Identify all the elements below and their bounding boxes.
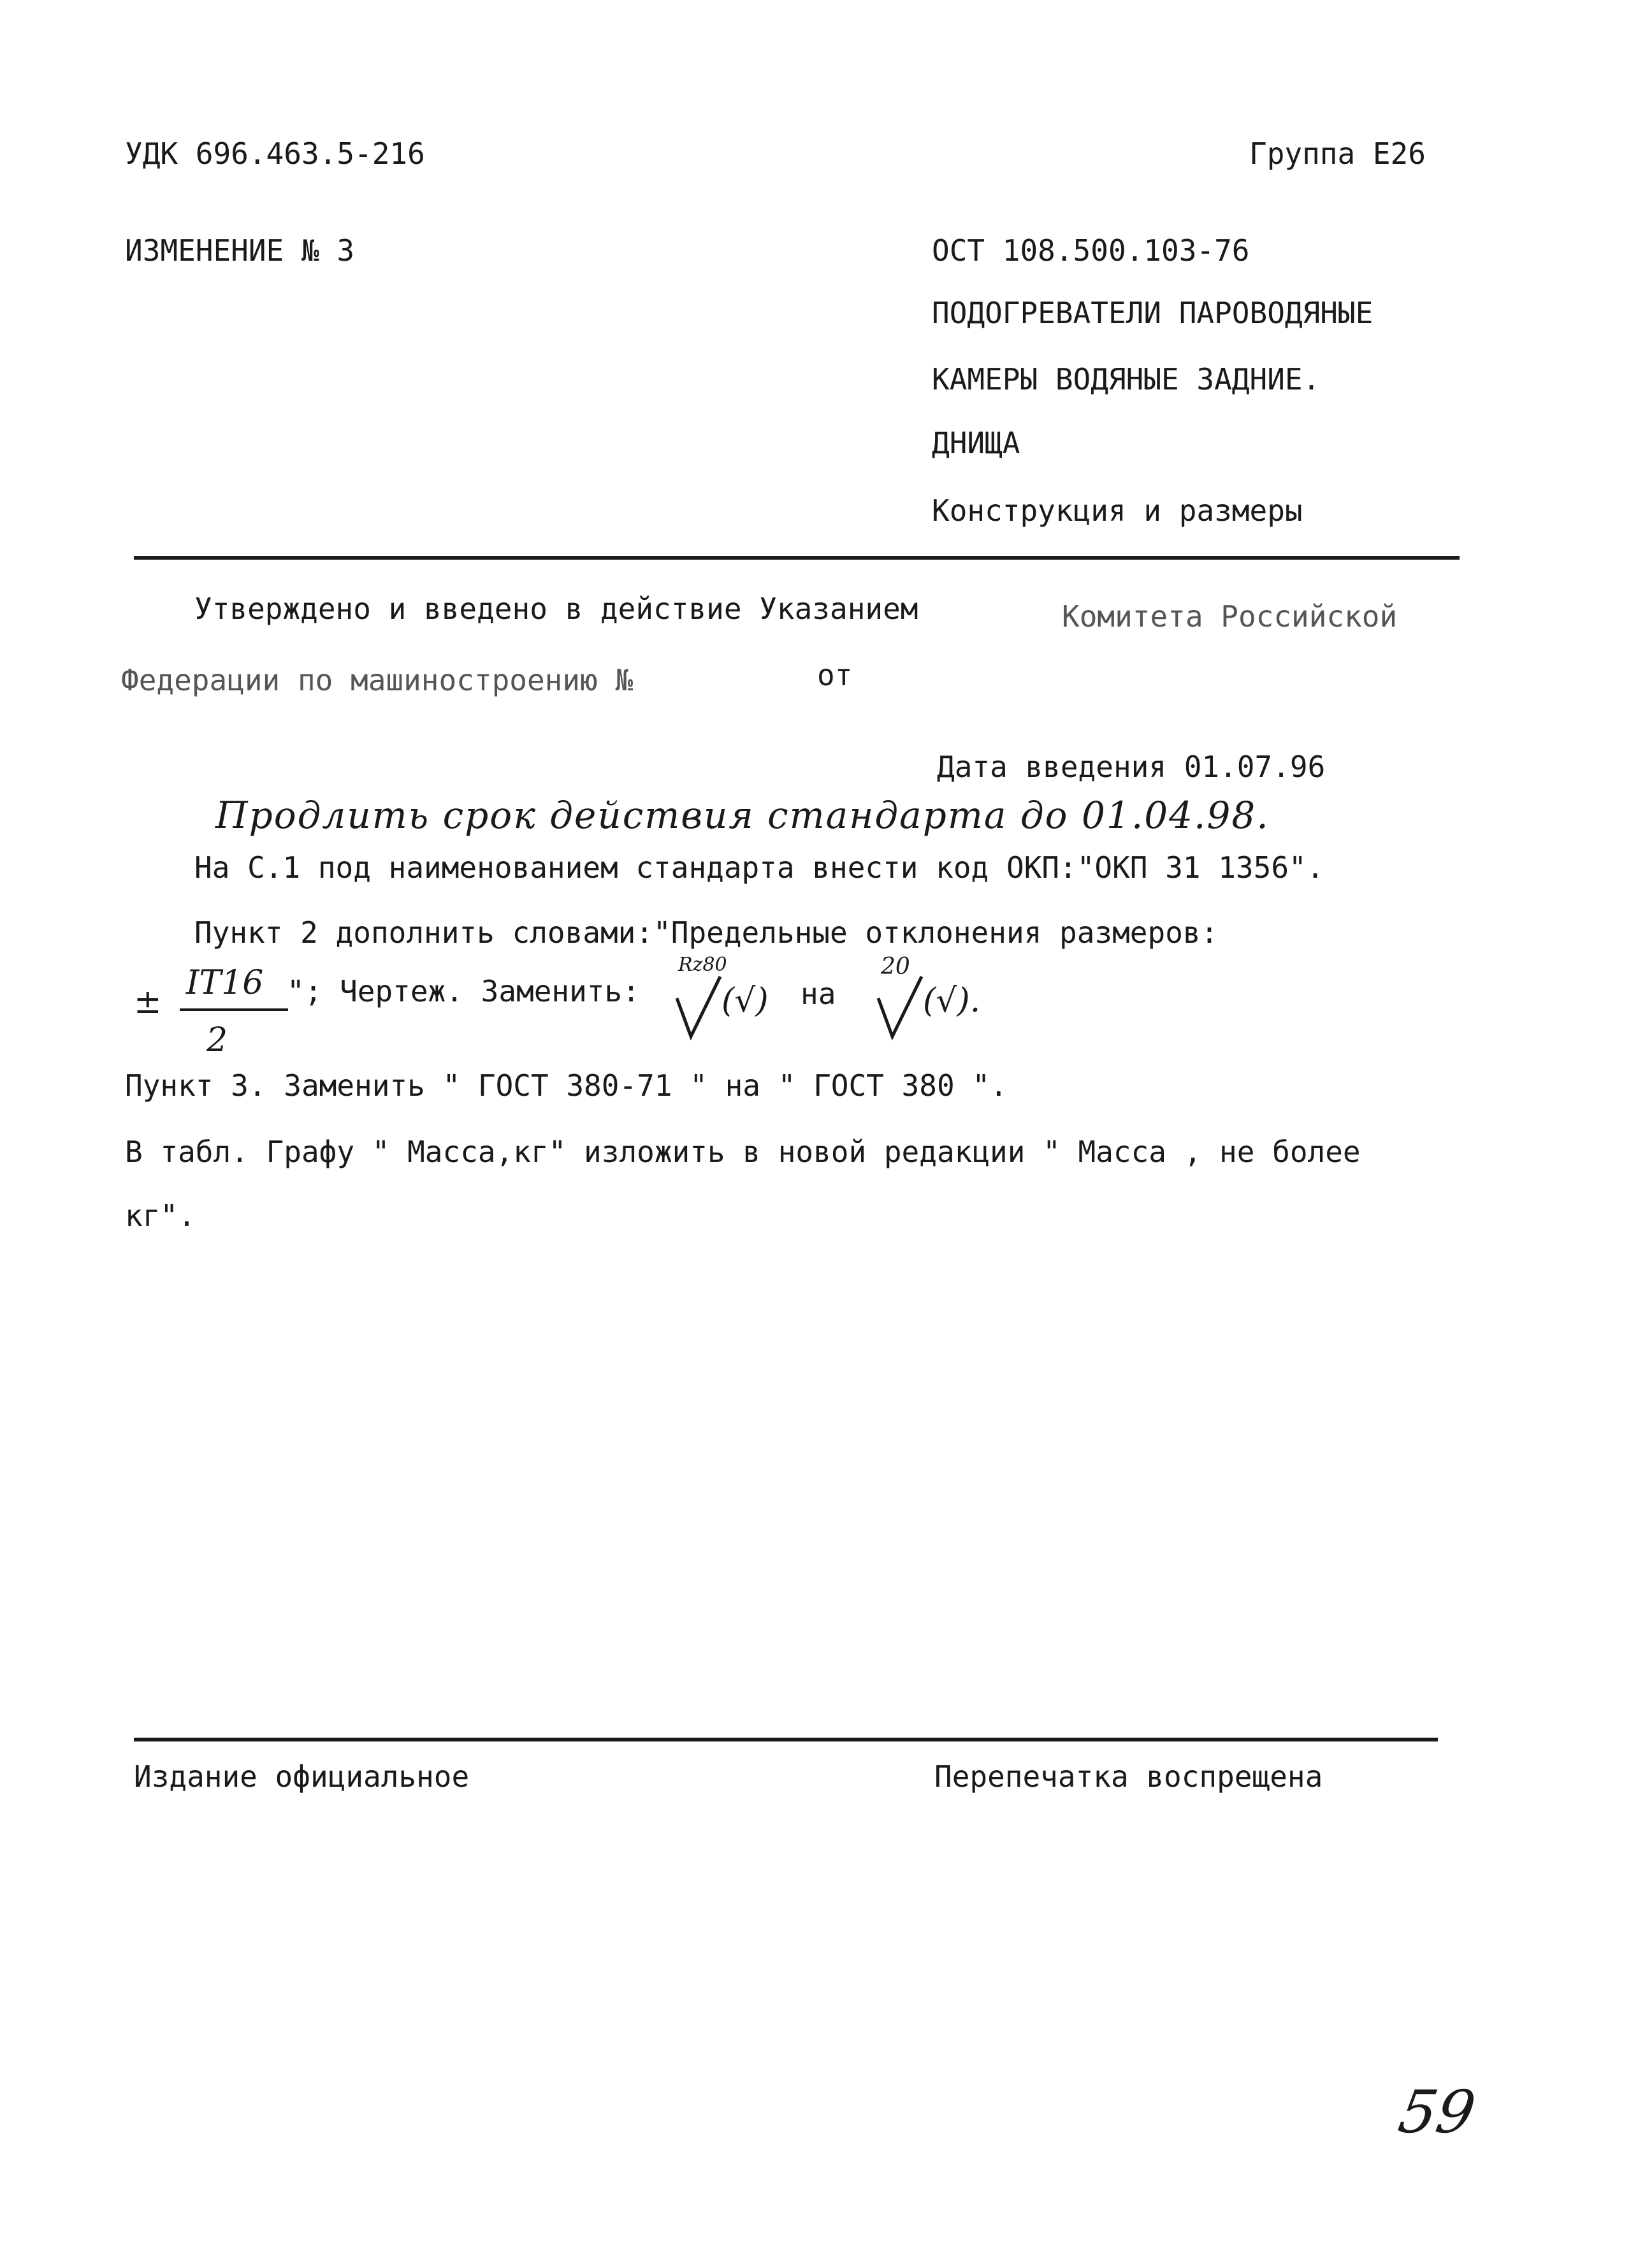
approval-line-1a: Утверждено и введено в действие Указанием bbox=[194, 592, 918, 626]
roughness-value-old: Rz80 bbox=[678, 954, 727, 976]
udk-code: УДК 696.463.5-216 bbox=[125, 136, 425, 171]
roughness-check-icon bbox=[877, 973, 928, 1043]
paragraph-table-line-1: В табл. Графу " Масса,кг" изложить в новой редакции " Масса , не более bbox=[125, 1135, 1361, 1169]
fraction-bar bbox=[180, 1008, 288, 1011]
title-line-4: Конструкция и размеры bbox=[932, 493, 1303, 528]
standard-number: ОСТ 108.500.103-76 bbox=[932, 233, 1250, 268]
approval-line-1b: Комитета Российской bbox=[1062, 599, 1398, 634]
paragraph-table-line-2: кг". bbox=[125, 1198, 196, 1233]
footer-divider bbox=[134, 1738, 1438, 1741]
introduction-date: Дата введения 01.07.96 bbox=[937, 750, 1326, 784]
plus-minus-sign: ± bbox=[134, 983, 162, 1021]
approval-line-2a: Федерации по машиностроению № bbox=[121, 663, 634, 697]
drawing-replace-text: "; Чертеж. Заменить: bbox=[287, 974, 640, 1008]
roughness-parenthesis-new: (√). bbox=[923, 982, 981, 1020]
roughness-symbol-old bbox=[676, 954, 803, 1049]
roughness-symbol-new bbox=[877, 954, 1004, 1049]
roughness-check-icon bbox=[676, 973, 727, 1043]
fraction-denominator: 2 bbox=[207, 1021, 228, 1059]
reprint-prohibited-label: Перепечатка воспрещена bbox=[934, 1759, 1323, 1794]
tolerance-fraction bbox=[167, 963, 294, 1077]
paragraph-okp-code: На С.1 под наименованием стандарта внести код ОКП:"ОКП 31 1356". bbox=[194, 850, 1324, 885]
fraction-numerator: IT16 bbox=[186, 964, 264, 1002]
title-line-3: ДНИЩА bbox=[932, 426, 1020, 460]
official-edition-label: Издание официальное bbox=[134, 1759, 470, 1794]
header-divider bbox=[134, 556, 1460, 560]
replace-with-word: на bbox=[801, 977, 836, 1011]
page-number: 59 bbox=[1393, 2078, 1481, 2146]
paragraph-item-3: Пункт 3. Заменить " ГОСТ 380-71 " на " ГОСТ 380 ". bbox=[125, 1068, 1008, 1103]
group-label: Группа Е26 bbox=[1249, 136, 1426, 171]
paragraph-item-2: Пункт 2 дополнить словами:"Предельные отклонения размеров: bbox=[194, 915, 1219, 950]
title-line-2: КАМЕРЫ ВОДЯНЫЕ ЗАДНИЕ. bbox=[932, 362, 1321, 396]
handwritten-extension-note: Продлить срок действия стандарта до 01.04.98. bbox=[215, 794, 1270, 837]
roughness-parenthesis-old: (√) bbox=[721, 982, 769, 1020]
title-line-1: ПОДОГРЕВАТЕЛИ ПАРОВОДЯНЫЕ bbox=[932, 296, 1374, 330]
approval-line-2b: от bbox=[817, 658, 853, 692]
change-number: ИЗМЕНЕНИЕ № 3 bbox=[125, 233, 355, 268]
roughness-value-new: 20 bbox=[881, 954, 910, 980]
